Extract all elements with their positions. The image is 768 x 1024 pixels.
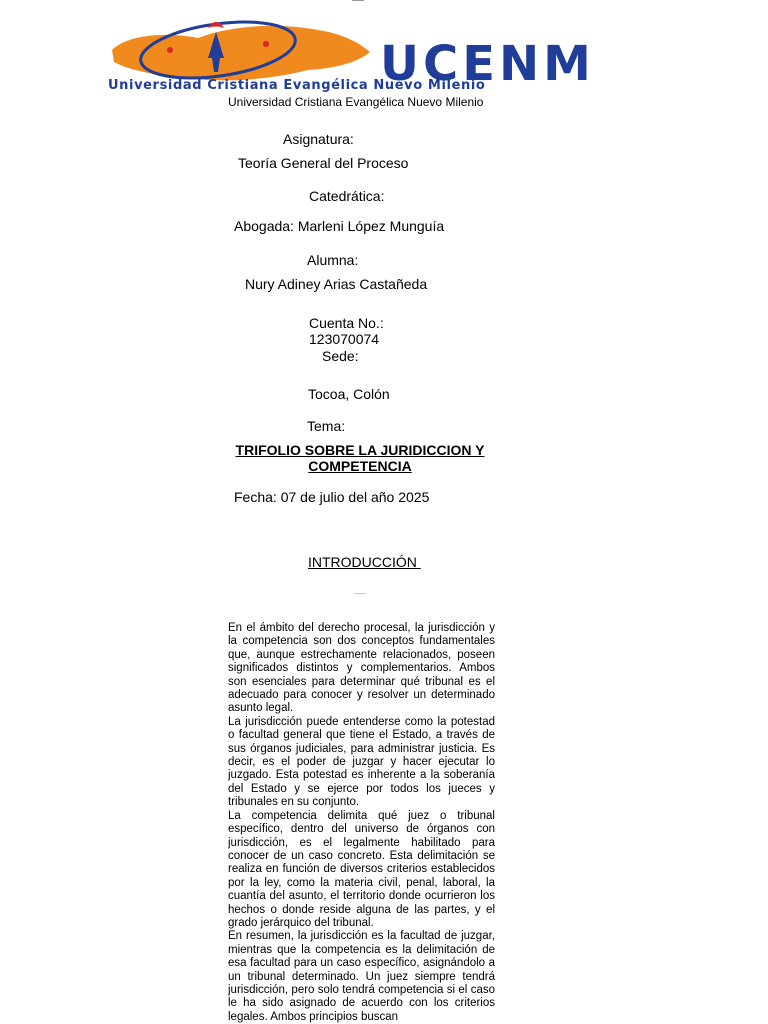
professor-label: Catedrática: (309, 188, 385, 204)
logo-wordmark: UCENM (380, 36, 595, 92)
subject-value: Teoría General del Proceso (238, 155, 409, 171)
campus-value: Tocoa, Colón (308, 386, 390, 402)
account-value: 123070074 (309, 331, 380, 347)
introduction-paragraph: En el ámbito del derecho procesal, la jurisdicción y la competencia son dos conceptos fundamentales que, aunque estrechamente relacionados, poseen significados distintos y complementarios. Ambos son esenciales para determinar qué tribunal es el adecuado para conocer y resolver un determinado asunto legal. (228, 622, 495, 715)
student-label: Alumna: (307, 252, 359, 268)
introduction-paragraph: En resumen, la jurisdicción es la facultad de juzgar, mientras que la competencia es la delimitación de esa facultad para un caso específico, asignándolo a un tribunal determinado. Un juez siempre tendrá jurisdicción, pero solo tendrá competencia si el caso le ha sido asignado de acuerdo con los criterios legales. Ambos principios buscan (228, 930, 495, 1023)
professor-value: Abogada: Marleni López Munguía (234, 218, 445, 234)
introduction-body (228, 622, 495, 1024)
subject-label: Asignatura: (283, 131, 354, 147)
introduction-paragraph: La competencia delimita qué juez o tribunal específico, dentro del universo de órganos con jurisdicción, es el legalmente habilitado para conocer de un caso concreto. Esta delimitación se realiza en función de diversos criterios establecidos por la ley, como la materia civil, penal, laboral, la cuantía del asunto, el territorio donde ocurrieron los hechos o donde reside alguna de las partes, y el grado jerárquico del tribunal. (228, 809, 495, 929)
university-name: Universidad Cristiana Evangélica Nuevo Milenio (228, 95, 484, 109)
document-title: TRIFOLIO SOBRE LA JURIDICCION Y COMPETENCIA (235, 442, 485, 474)
student-value: Nury Adiney Arias Castañeda (245, 276, 428, 292)
introduction-paragraph: La jurisdicción puede entenderse como la potestad o facultad general que tiene el Estado, a través de sus órganos judiciales, para administrar justicia. Es decir, es el poder de juzgar y hacer ejecutar lo juzgado. Esta potestad es inherente a la soberanía del Estado y se ejerce por todos los jueces y tribunales en su conjunto. (228, 715, 495, 809)
document-date: Fecha: 07 de julio del año 2025 (234, 489, 430, 505)
account-label: Cuenta No.: (309, 315, 384, 331)
section-mark (354, 593, 366, 594)
university-logo (108, 12, 595, 96)
campus-label: Sede: (322, 348, 359, 364)
topic-label: Tema: (307, 418, 346, 434)
page-top-mark (352, 0, 364, 1)
introduction-heading: INTRODUCCIÓN (308, 554, 421, 570)
logo-tagline: Universidad Cristiana Evangélica Nuevo Milenio (108, 78, 486, 93)
